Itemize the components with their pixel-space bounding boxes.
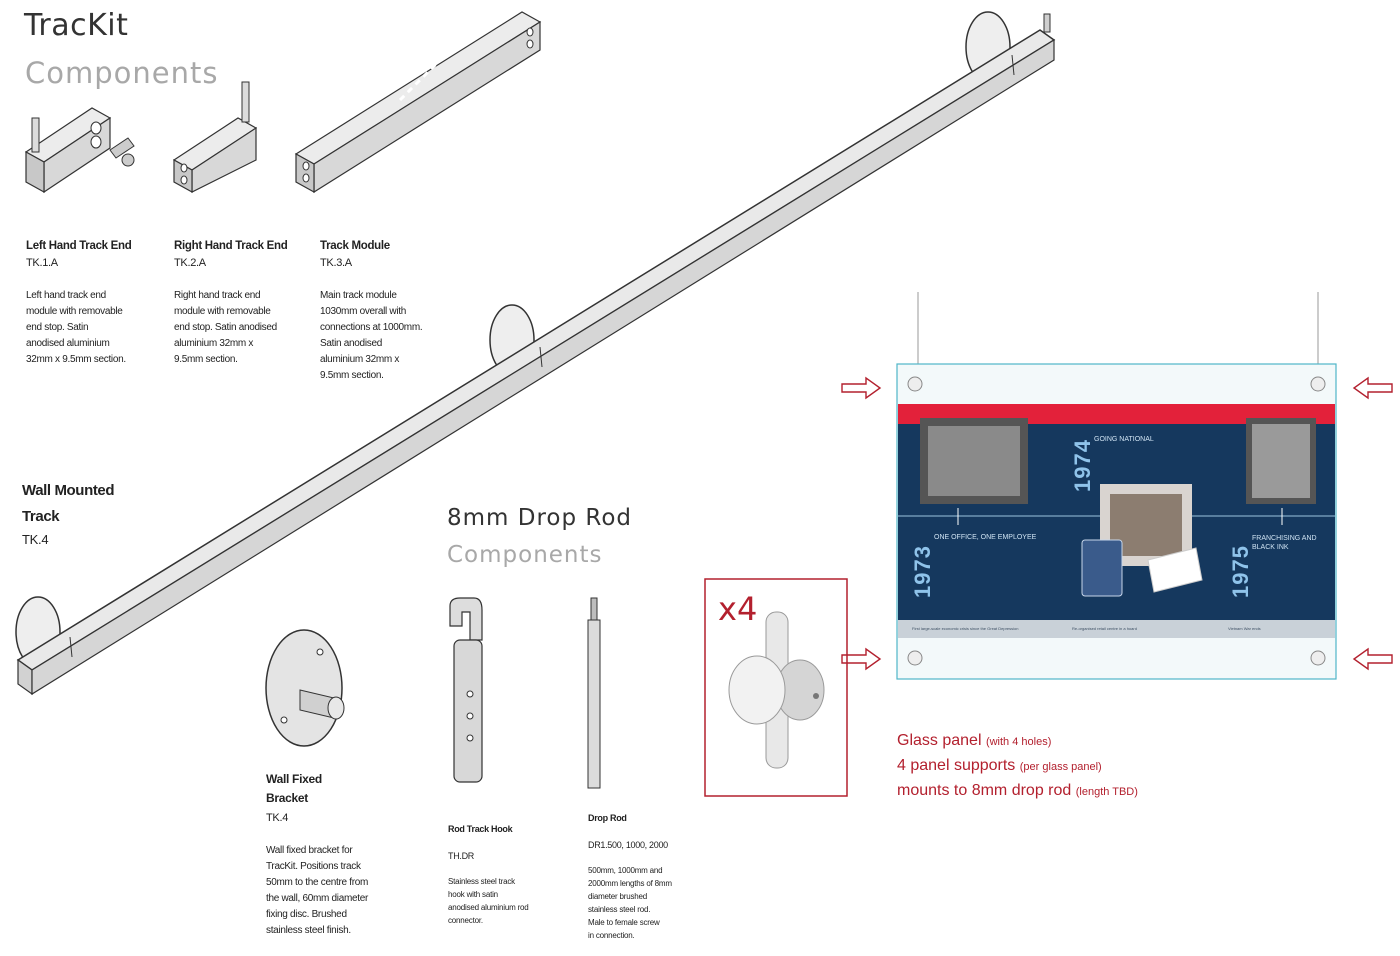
note-glass-panel: Glass panel (with 4 holes) — [897, 732, 1052, 749]
rod-track-hook-illustration — [450, 598, 482, 782]
page-title: TracKit — [24, 8, 129, 43]
wall-fixed-bracket-illustration — [266, 630, 344, 746]
component-name: Track Module — [320, 240, 390, 252]
glass-panel-illustration — [897, 364, 1336, 679]
wall-mounted-track-label: Wall Mounted Track TK.4 — [22, 482, 115, 547]
component-left-hand-track-end — [26, 240, 166, 368]
panel-footer-3: Vietnam War ends — [1228, 626, 1261, 631]
component-description: Right hand track end module with removable end stop. Satin anodised aluminium 32mm x 9.5mm section. — [174, 290, 277, 365]
note-drop-rod-mount: mounts to 8mm drop rod (length TBD) — [897, 782, 1138, 799]
panel-year-1975: 1975 — [1228, 545, 1253, 598]
component-description: Main track module 1030mm overall with connections at 1000mm. Satin anodised aluminium 32mm x 9.5mm section. — [320, 290, 423, 381]
panel-heading-going-national: GOING NATIONAL — [1094, 436, 1154, 443]
panel-year-1974: 1974 — [1070, 439, 1095, 492]
support-multiplier: x4 — [718, 590, 758, 628]
component-name: Left Hand Track End — [26, 240, 132, 252]
component-code: TK.2.A — [174, 257, 206, 269]
track-module-illustration — [296, 12, 540, 192]
component-code: TK.1.A — [26, 257, 58, 269]
drop-rod-section-subtitle: Components — [447, 542, 603, 568]
panel-year-1973: 1973 — [910, 545, 935, 598]
panel-footer-1: First large-scale economic crisis since the Great Depression — [912, 626, 1019, 631]
panel-footer-2: Re-organised retail centre in a hoard — [1072, 626, 1137, 631]
component-description: Stainless steel track hook with satin anodised aluminium rod connector. — [448, 877, 529, 925]
right-hand-track-end-illustration — [174, 82, 256, 192]
panel-heading-franchising: FRANCHISING AND BLACK INK — [1252, 535, 1317, 551]
component-description: Wall fixed bracket for TracKit. Positions track 50mm to the centre from the wall, 60mm diameter fixing disc. Brushed stainless steel finish. — [266, 845, 369, 936]
drop-rod-section-title: 8mm Drop Rod — [447, 505, 633, 531]
component-wall-fixed-bracket: Wall Fixed Bracket TK.4 Wall fixed bracket for TracKit. Positions track 50mm to the centre from the wall, 60mm diameter fixing disc. Brushed stainless steel finish. — [266, 770, 396, 939]
component-description: Left hand track end module with removable end stop. Satin anodised aluminium 32mm x 9.5mm section. — [26, 290, 126, 365]
left-hand-track-end-illustration — [26, 108, 134, 192]
component-track-module — [320, 240, 460, 384]
page-subtitle: Components — [25, 56, 219, 90]
drop-rod-illustration — [588, 598, 600, 788]
component-description: 500mm, 1000mm and 2000mm lengths of 8mm diameter brushed stainless steel rod. Male to female screw in connection. — [588, 866, 672, 940]
component-name: Right Hand Track End — [174, 240, 288, 252]
note-panel-supports: 4 panel supports (per glass panel) — [897, 757, 1102, 774]
component-rod-track-hook: Rod Track Hook TH.DR Stainless steel track hook with satin anodised aluminium rod connector. — [448, 824, 568, 927]
component-code: TK.3.A — [320, 257, 352, 269]
panel-heading-one-office: ONE OFFICE, ONE EMPLOYEE — [934, 534, 1037, 541]
component-drop-rod: Drop Rod DR1.500, 1000, 2000 500mm, 1000mm and 2000mm lengths of 8mm diameter brushed stainless steel rod. Male to female screw in connection. — [588, 813, 708, 942]
component-right-hand-track-end — [174, 240, 314, 368]
panel-notes — [897, 729, 1138, 804]
